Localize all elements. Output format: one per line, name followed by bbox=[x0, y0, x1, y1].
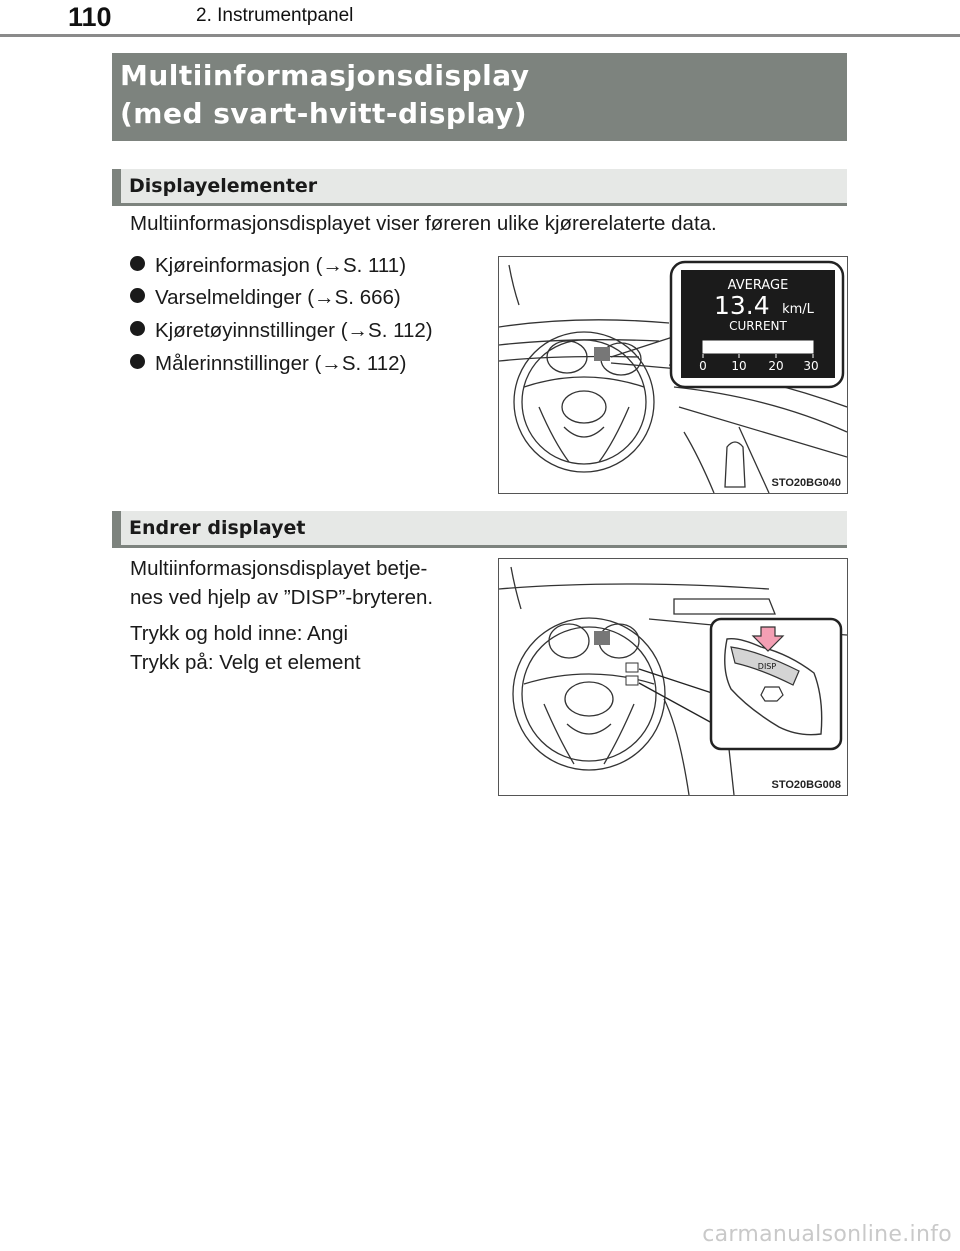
section-heading-label: Displayelementer bbox=[129, 175, 318, 197]
section2-paragraph-line: Trykk på: Velg et element bbox=[130, 651, 361, 674]
watermark: carmanualsonline.info bbox=[702, 1222, 952, 1247]
scale-tick-label: 20 bbox=[768, 359, 784, 373]
section2-paragraph-line: Trykk og hold inne: Angi bbox=[130, 622, 349, 645]
list-item-text: Varselmeldinger (→S. 666) bbox=[155, 286, 401, 309]
list-item-text: Målerinnstillinger (→S. 112) bbox=[155, 352, 407, 375]
figure-dashboard-display bbox=[498, 256, 848, 494]
list-item-text: Kjøretøyinnstillinger (→S. 112) bbox=[155, 319, 433, 342]
scale-tick-label: 0 bbox=[699, 359, 707, 373]
section2-paragraph-line: nes ved hjelp av ”DISP”-bryteren. bbox=[130, 586, 434, 609]
section2-paragraph-line: Multiinformasjonsdisplayet betje- bbox=[130, 557, 428, 580]
scale-tick-label: 10 bbox=[731, 359, 747, 373]
header-rule bbox=[0, 34, 960, 37]
display-unit: km/L bbox=[782, 302, 814, 317]
scale-tick-label: 30 bbox=[803, 359, 819, 373]
bullet-dot-icon bbox=[130, 256, 145, 271]
section-accent bbox=[112, 169, 121, 203]
steering-wheel-illustration bbox=[499, 559, 847, 795]
display-mode: CURRENT bbox=[729, 319, 787, 333]
display-value: 13.4 bbox=[714, 291, 770, 320]
list-item-text: Kjøreinformasjon (→S. 111) bbox=[155, 254, 407, 277]
section1-intro: Multiinformasjonsdisplayet viser føreren ulike kjørerelaterte data. bbox=[130, 212, 717, 235]
display-top-label: AVERAGE bbox=[727, 278, 789, 293]
page-title-line-2: (med svart-hvitt-display) bbox=[120, 97, 528, 130]
dashboard-illustration bbox=[499, 257, 847, 493]
list-item bbox=[130, 286, 401, 310]
list-item bbox=[130, 254, 406, 278]
title-banner bbox=[112, 53, 847, 141]
disp-button-label: DISP bbox=[757, 662, 777, 671]
bullet-dot-icon bbox=[130, 288, 145, 303]
figure-code: STO20BG008 bbox=[771, 779, 841, 791]
section-heading-label: Endrer displayet bbox=[129, 517, 306, 539]
page-title-line-1: Multiinformasjonsdisplay bbox=[120, 59, 530, 92]
bullet-dot-icon bbox=[130, 354, 145, 369]
section-accent bbox=[112, 511, 121, 545]
section-heading-endrer-displayet bbox=[112, 511, 847, 548]
section-heading-displayelementer bbox=[112, 169, 847, 206]
display-scale-bar bbox=[703, 341, 813, 353]
figure-code: STO20BG040 bbox=[771, 477, 841, 489]
page-number: 110 bbox=[68, 2, 112, 32]
figure-disp-switch bbox=[498, 558, 848, 796]
running-head: 2. Instrumentpanel bbox=[196, 5, 354, 26]
bullet-dot-icon bbox=[130, 321, 145, 336]
list-item bbox=[130, 319, 433, 343]
list-item bbox=[130, 352, 406, 376]
